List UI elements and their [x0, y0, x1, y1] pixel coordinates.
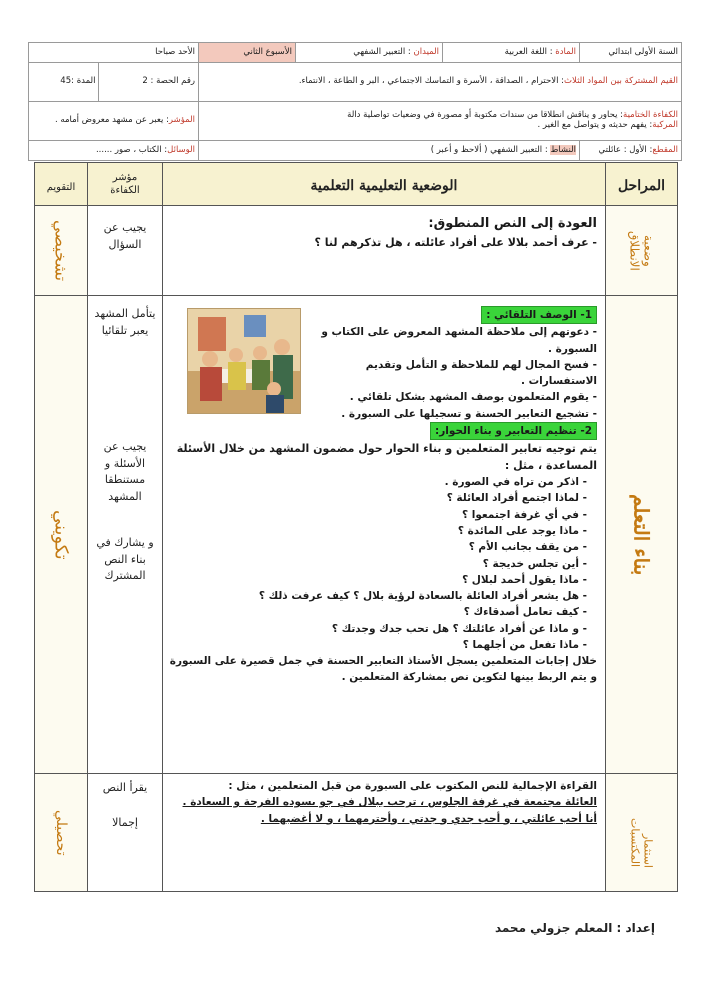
tools-cell: الوسائل: الكتاب ، صور ...... [29, 141, 199, 161]
invest-evaluation: تحصيلي [35, 774, 88, 892]
stage-build: بناء التعلم [606, 296, 678, 774]
indicator-cell: المؤشر: يعبر عن مشهد معروض أمامه . [29, 102, 199, 141]
launch-indicator: يجيب عن السؤال [88, 206, 163, 296]
question-item: - و ماذا عن أفراد عائلتك ؟ هل تحب جدك وجدتك ؟ [331, 622, 587, 635]
stage-invest: استثمار المكتسبات [606, 774, 678, 892]
segment-cell: المقطع: الأول : عائلتي [580, 141, 682, 161]
author-credit: إعداد : المعلم جزولي محمد [494, 921, 655, 935]
lesson-stages-table [34, 162, 678, 892]
question-item: - لماذا اجتمع أفراد العائلة ؟ [446, 492, 587, 505]
question-item: - هل يشعر أفراد العائلة بالسعادة لرؤية بلال ؟ كيف عرفت ذلك ؟ [258, 590, 587, 603]
build-indicators: يتأمل المشهد يعبر تلقائيا يجيب عن الأسئلة و مستنطقا المشهد و يشارك في بناء النص المشترك [88, 296, 163, 774]
session-cell: رقم الحصة : 2 [99, 63, 199, 102]
activity-cell: النشاط : التعبير الشفهي ( ألاحظ و أعبر ) [199, 141, 580, 161]
part2-title: 2- تنظيم التعابير و بناء الحوار: [430, 422, 597, 440]
invest-indicator: يقرأ النص إجمالا [88, 774, 163, 892]
question-item: - في أي غرفة اجتمعوا ؟ [462, 508, 587, 521]
question-item: - من يقف بجانب الأم ؟ [468, 541, 587, 554]
invest-content: القراءة الإجمالية للنص المكتوب على السبورة من قبل المتعلمين ، مثل : العائلة مجتمعة في غرفة الجلوس ، ترحب ببلال في جو يسوده الفرحة و السعادة . أنا أحب عائلتي ، و أحب جدي و جدتي ، وأحترمهما ، و لا أغضبهما . [163, 774, 606, 892]
duration-cell: المدة :45 [29, 63, 99, 102]
section-invest [35, 774, 678, 892]
domain-cell: الميدان : التعبير الشفهي [296, 43, 443, 63]
header-situation: الوضعية التعليمية التعلمية [163, 163, 606, 206]
subject-cell: المادة : اللغة العربية [443, 43, 580, 63]
family-scene-illustration [187, 308, 301, 414]
question-item: - ماذا تفعل من أجلهما ؟ [462, 638, 587, 651]
question-item: - ماذا يوجد على المائدة ؟ [457, 525, 587, 538]
header-stages: المراحل [606, 163, 678, 206]
week-cell: الأسبوع الثاني [199, 43, 296, 63]
competence-cell: الكفاءة الختامية: يحاور و يناقش انطلاقا من سندات مكتوبة أو مصورة في وضعيات تواصلية دالة المركبة: يفهم حديثه و يتواصل مع الغير . [199, 102, 682, 141]
header-evaluation: التقويم [35, 163, 88, 206]
build-content: 1- الوصف التلقائي : - دعوتهم إلى ملاحظة المشهد المعروض على الكتاب و السبورة . - فسح المجال لهم للملاحظة و التأمل وتقديم الاستفسارات . - يقوم المتعلمون بوصف المشهد بشكل تلقائي . - تشجيع التعابير الحسنة و تسجيلها على السبورة . 2- تنظيم التعابير و بناء الحوار: يتم توجيه تعابير المتعلمين و بناء الحوار حول مضمون المشهد من خلال الأسئلة المساعدة ، مثل : - اذكر من تراه في الصورة . - لماذا اجتمع أفراد العائلة ؟ - في أي غرفة اجتمعوا ؟ - ماذا يوجد على المائدة ؟ - من يقف بجانب الأم ؟ - أين تجلس خديجة ؟ - ماذا يقول أحمد لبلال ؟ - هل يشعر أفراد العائلة بالسعادة لرؤية بلال ؟ كيف عرفت ذلك ؟ - كيف تعامل أصدقاءك ؟ - و ماذا عن أفراد عائلتك ؟ هل تحب جدك وجدتك ؟ - ماذا تفعل من أجلهما ؟ خلال إجابات المتعلمين يسجل الأستاذ التعابير الحسنة في جمل قصيرة على السبورة و يتم الربط بينها لتكوين نص بمشاركة المتعلمين . [163, 296, 606, 774]
header-indicators: مؤشر الكفاءة [88, 163, 163, 206]
launch-content: العودة إلى النص المنطوق: - عرف أحمد بلالا على أفراد عائلته ، هل تذكرهم لنا ؟ [163, 206, 606, 296]
question-item: - ماذا يقول أحمد لبلال ؟ [462, 573, 587, 586]
guiding-questions [169, 474, 597, 653]
section-launch [35, 206, 678, 296]
question-item: - كيف تعامل أصدقاءك ؟ [463, 606, 587, 619]
level-cell: السنة الأولى ابتدائي [580, 43, 682, 63]
section-build [35, 296, 678, 774]
values-cell: القيم المشتركة بين المواد الثلاث: الاحترام ، الصداقة ، الأسرة و التماسك الاجتماعي ، البر و الطاعة ، الانتماء. [199, 63, 682, 102]
part1-title: 1- الوصف التلقائي : [481, 306, 597, 324]
day-cell: الأحد صباحا [29, 43, 199, 63]
launch-evaluation: تشخيصي [35, 206, 88, 296]
stage-launch: وضعية الانطلاق [606, 206, 678, 296]
question-item: - أين تجلس خديجة ؟ [482, 557, 587, 570]
build-evaluation: تكويني [35, 296, 88, 774]
lesson-info-table [28, 42, 682, 161]
question-item: - اذكر من تراه في الصورة . [444, 476, 587, 489]
